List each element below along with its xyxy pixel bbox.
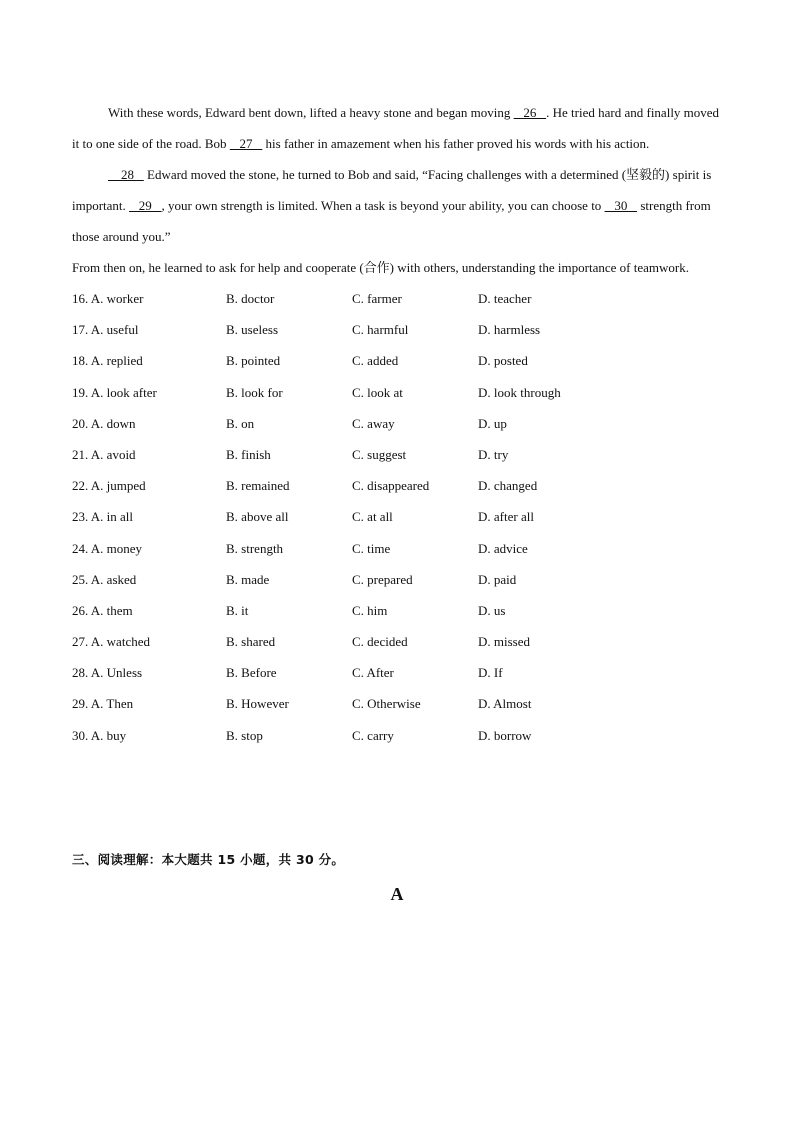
passage-paragraph-3: From then on, he learned to ask for help and cooperate (合作) with others, understanding the importance of teamwork. [72,260,689,275]
option-a: 19. A. look after [72,384,157,400]
question-row [72,345,722,376]
option-c: C. time [352,540,391,556]
document-body [72,97,722,751]
question-row [72,283,722,314]
option-a: 26. A. them [72,602,133,618]
option-d: D. us [478,602,506,618]
option-b: B. useless [226,322,278,338]
option-b: B. finish [226,446,271,462]
question-row [72,314,722,345]
option-a: 16. A. worker [72,291,144,306]
option-d: D. Almost [478,696,532,712]
option-c: C. carry [352,727,394,743]
question-row [72,564,722,595]
option-b: B. remained [226,478,290,494]
passage-text: his father in amazement when his father proved his words with his action. [262,136,650,151]
passage-text: strength from those around you.” [72,198,711,244]
answer-options-list [72,283,722,751]
question-row [72,439,722,470]
option-a: 18. A. replied [72,353,143,369]
option-b: B. made [226,571,270,587]
blank-28: 28 [108,167,144,182]
passage-paragraph-1 [72,97,722,159]
option-d: D. changed [478,478,538,494]
option-a: 25. A. asked [72,571,137,587]
blank-30: 30 [604,198,638,213]
option-c: C. look at [352,384,403,400]
option-d: D. after all [478,509,534,525]
option-b: B. on [226,415,255,431]
option-b: B. it [226,602,249,618]
section-letter: A [390,884,404,904]
section-heading: 三、阅读理解：本大题共 15 小题，共 30 分。 [72,852,345,867]
option-b: B. shared [226,634,276,650]
question-row [72,595,722,626]
passage-paragraph-2 [72,159,722,252]
passage-text: Edward moved the stone, he turned to Bob and said, “Facing challenges with a determined (坚毅的) spirit is important. [72,167,712,213]
option-c: C. Otherwise [352,696,421,712]
question-row [72,501,722,532]
option-c: C. prepared [352,571,413,587]
option-d: D. missed [478,634,530,650]
option-a: 20. A. down [72,415,136,431]
option-b: B. doctor [226,291,275,306]
option-a: 28. A. Unless [72,665,143,681]
option-d: D. advice [478,540,528,556]
option-c: C. added [352,353,399,369]
option-d: D. up [478,415,507,431]
option-a: 29. A. Then [72,696,134,712]
option-b: B. look for [226,384,283,400]
option-a: 23. A. in all [72,509,134,525]
option-c: C. disappeared [352,478,430,494]
option-c: C. him [352,602,388,618]
question-row [72,533,722,564]
question-row [72,657,722,688]
option-d: D. harmless [478,322,541,338]
question-row [72,470,722,501]
option-a: 22. A. jumped [72,478,146,494]
blank-29: 29 [129,198,162,213]
option-b: B. stop [226,727,263,743]
option-b: B. strength [226,540,284,556]
option-b: B. above all [226,509,289,525]
question-row [72,720,722,751]
option-d: D. posted [478,353,528,369]
option-a: 17. A. useful [72,322,139,338]
option-a: 27. A. watched [72,634,150,650]
passage-text: , your own strength is limited. When a task is beyond your ability, you can choose to [161,198,605,213]
option-c: C. at all [352,509,393,525]
option-b: B. pointed [226,353,281,369]
option-c: C. harmful [352,322,409,338]
option-b: B. Before [226,665,277,681]
passage-text: With these words, Edward bent down, lifted a heavy stone and began moving [108,105,514,120]
option-c: C. After [352,665,394,681]
option-a: 21. A. avoid [72,446,136,462]
option-d: D. teacher [478,291,532,306]
option-d: D. borrow [478,727,532,743]
option-a: 30. A. buy [72,727,127,743]
question-row [72,408,722,439]
option-a: 24. A. money [72,540,143,556]
blank-27: 27 [229,136,263,151]
question-row [72,626,722,657]
option-d: D. look through [478,384,561,400]
option-d: D. try [478,446,509,462]
question-row [72,688,722,719]
option-c: C. farmer [352,291,402,306]
option-d: D. paid [478,571,517,587]
option-c: C. suggest [352,446,407,462]
option-d: D. If [478,665,503,681]
option-c: C. decided [352,634,408,650]
option-c: C. away [352,415,395,431]
option-b: B. However [226,696,289,712]
passage-text: . He tried hard and finally moved it to one side of the road. Bob [72,105,720,151]
question-row [72,377,722,408]
blank-26: 26 [513,105,547,120]
